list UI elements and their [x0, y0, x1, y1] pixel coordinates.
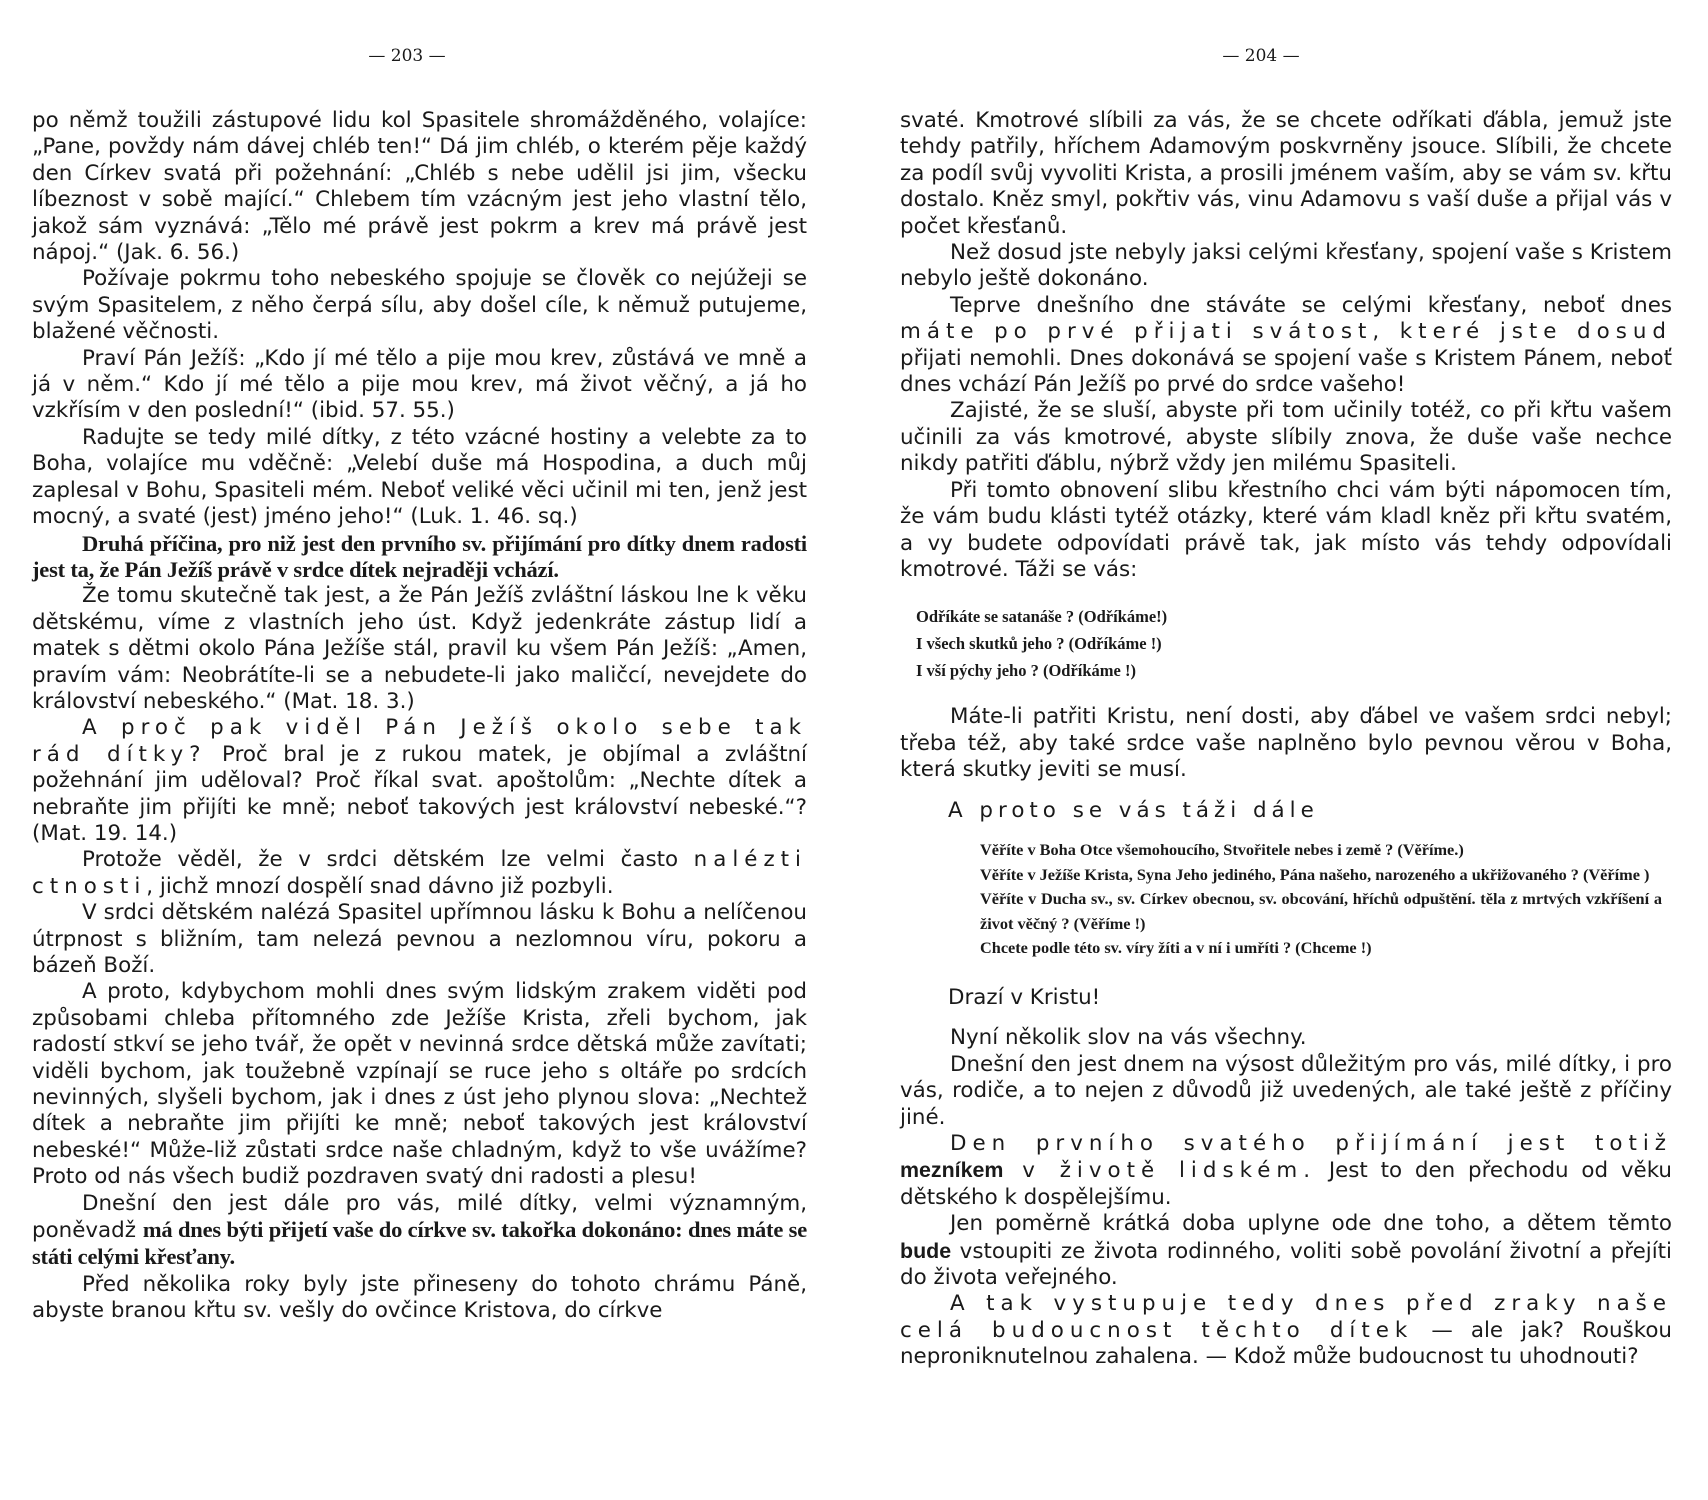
bold-paragraph: Druhá příčina, pro niž jest den prvního sv. přijímání pro dítky dnem radosti jest ta, že Pán Ježíš právě v srdce dítek nejraději vchází.	[32, 530, 807, 582]
bold-text: bude	[900, 1238, 952, 1263]
question-item: Věříte v Boha Otce všemohoucího, Stvořitele nebes i země ? (Věříme.)	[980, 839, 1464, 859]
spaced-text: Den prvního svatého přijímání jest totiž	[950, 1130, 1672, 1156]
spaced-text: A proč pak viděl Pán Ježíš okolo sebe tak rád dítky?	[32, 715, 807, 767]
question-item: Odříkáte se satanáše ? (Odříkáme!)	[916, 607, 1168, 627]
question-list	[900, 603, 1672, 684]
question-item: Věříte v Ježíše Krista, Syna Jeho jediného, Pána našeho, narozeného a ukřižovaného ? (Věříme )	[980, 864, 1650, 884]
text: vstoupiti ze života rodinného, voliti sobě povolání životní a přejíti do života veřejného.	[900, 1238, 1672, 1290]
question-item: I vší pýchy jeho ? (Odříkáme !)	[916, 661, 1136, 681]
paragraph	[900, 293, 1672, 399]
text: Proč bral je z rukou matek, je objímal a zvláštní požehnání jim uděloval? Proč říkal svat. apoštolům: „Nechte dítek a nebraňte jim přijíti ke mně; neboť takových jest království nebeské.“? (Mat. 19. 14.)	[32, 741, 807, 846]
bold-text: má dnes býti přijetí vaše do církve sv. takořka dokonáno: dnes máte se státi celými křesťany.	[32, 1217, 807, 1270]
text: přijati nemohli. Dnes dokonává se spojení vaše s Kristem Pánem, neboť dnes vchází Pán Ježíš po prvé do srdce vašeho!	[900, 345, 1672, 398]
paragraph: V srdci dětském nalézá Spasitel upřímnou lásku k Bohu a nelíčenou útrpnost s bližním, tam nelezá pevnou a nezlomnou víru, pokoru a bázeň Boží.	[32, 900, 807, 978]
question-item: Věříte v Ducha sv., sv. Církev obecnou, sv. obcování, hříchů odpuštění. těla z mrtvých vzkříšení a život věčný ? (Věříme !)	[980, 889, 1662, 933]
spaced-text: máte po prvé přijati svátost, které jste dosud	[900, 319, 1672, 345]
text: , jichž mnozí dospělí snad dávno již pozbyli.	[146, 873, 614, 899]
text: Jen poměrně krátká doba uplyne ode dne toho, a dětem těmto	[950, 1211, 1672, 1237]
paragraph: po němž toužili zástupové lidu kol Spasitele shromážděného, volajíce: „Pane, povždy nám dávej chléb ten!“ Dá jim chléb, o kterém pěje každý den Církev svatá při požehnání: „Chléb s nebe udělil jsi jim, všecku líbeznost v sobě mající.“ Chlebem tím vzácným jest jeho vlastní tělo, jakož sám vyznává: „Tělo mé právě jest pokrm a krev má právě jest nápoj.“ (Jak. 6. 56.)	[32, 108, 807, 266]
paragraph	[900, 1291, 1672, 1370]
page-number: — 204 —	[1222, 46, 1300, 66]
question-item: I všech skutků jeho ? (Odříkáme !)	[916, 634, 1162, 654]
section-heading: A proto se vás táži dále	[948, 797, 1319, 823]
paragraph: svaté. Kmotrové slíbili za vás, že se chcete odříkati ďábla, jemuž jste tehdy patřily, hříchem Adamovým poskvrněny jsouce. Slíbili, že chcete za podíl svůj vyvoliti Krista, a prosili jménem vaším, aby se vám sv. křtu dostalo. Kněz smyl, pokřtiv vás, vinu Adamovu s vaší duše a přijal vás v počet křesťanů.	[900, 108, 1672, 239]
paragraph: Dnešní den jest dnem na výsost důležitým pro vás, milé dítky, i pro vás, rodiče, a to nejen z důvodů již uvedených, ale také ještě z příčiny jiné.	[900, 1051, 1672, 1130]
paragraph: Než dosud jste nebyly jaksi celými křesťany, spojení vaše s Kristem nebylo ještě dokonáno.	[900, 240, 1672, 292]
salutation: Drazí v Kristu!	[948, 984, 1101, 1010]
paragraph: Před několika roky byly jste přineseny do tohoto chrámu Páně, abyste branou křtu sv. vešly do ovčince Kristova, do církve	[32, 1271, 807, 1324]
paragraph: Při tomto obnovení slibu křestního chci vám býti nápomocen tím, že vám budu klásti tytéž otázky, které vám kladl kněz při křtu svatém, a vy budete odpovídati právě tak, jak místo vás tehdy odpovídali kmotrové. Táži se vás:	[900, 477, 1672, 582]
paragraph: Že tomu skutečně tak jest, a že Pán Ježíš zvláštní láskou lne k věku dětskému, víme z vlastních jeho úst. Když jedenkráte zástup lidí a matek s dětmi okolo Pána Ježíše stál, pravil ku všem Pán Ježíš: „Amen, pravím vám: Neobrátíte-li se a nebudete-li jako maličcí, nevejdete do království nebeského.“ (Mat. 18. 3.)	[32, 583, 807, 714]
paragraph	[32, 715, 807, 847]
text-column	[900, 108, 1672, 1371]
text-column	[32, 108, 807, 1325]
right-page	[854, 0, 1708, 1500]
text: Dnešní den jest dále pro vás, milé dítky, velmi významným, poněvadž	[32, 1190, 807, 1244]
bold-text: mezníkem	[900, 1158, 1004, 1183]
spaced-text: nalézti ctnosti	[32, 847, 807, 899]
question-item: Chcete podle této sv. víry žíti a v ní i umříti ? (Chceme !)	[980, 938, 1372, 958]
paragraph: Praví Pán Ježíš: „Kdo jí mé tělo a pije mou krev, zůstává ve mně a já v něm.“ Kdo jí mé tělo a pije mou krev, má život věčný, a já ho vzkřísím v den poslední!“ (ibid. 57. 55.)	[32, 345, 807, 424]
spacer	[900, 1011, 1672, 1025]
paragraph: Máte-li patřiti Kristu, není dosti, aby ďábel ve vašem srdci nebyl; třeba též, aby také srdce vaše naplněno bylo pevnou věrou v Boha, která skutky jeviti se musí.	[900, 704, 1672, 783]
text: Teprve dnešního dne stáváte se celými křesťany, neboť dnes	[950, 292, 1672, 318]
page-number: — 203 —	[368, 46, 446, 66]
paragraph: Nyní několik slov na vás všechny.	[950, 1025, 1307, 1051]
spacer	[900, 784, 1672, 798]
text: Jest to den přechodu od věku dětského k dospělejšímu.	[900, 1158, 1672, 1210]
text: Protože věděl, že v srdci dětském lze velmi často	[82, 847, 694, 873]
question-list	[900, 838, 1672, 961]
paragraph: Požívaje pokrmu toho nebeského spojuje se člověk co nejúžeji se svým Spasitelem, z něho čerpá sílu, aby došel cíle, k němuž putujeme, blažené věčnosti.	[32, 266, 807, 345]
paragraph: Radujte se tedy milé dítky, z této vzácné hostiny a velebte za to Boha, volajíce mu vděčně: „Velebí duše má Hospodina, a duch můj zaplesal v Bohu, Spasiteli mém. Neboť veliké věci učinil mi ten, jenž jest mocný, a svaté (jest) jméno jeho!“ (Luk. 1. 46. sq.)	[32, 424, 807, 530]
spaced-text: A tak vystupuje tedy dnes před zraky naše celá budoucnost těchto dítek	[900, 1291, 1672, 1343]
spacer	[900, 824, 1672, 838]
spacer	[900, 961, 1672, 985]
paragraph	[32, 847, 807, 900]
spacer	[900, 684, 1672, 704]
paragraph	[900, 1211, 1672, 1291]
spacer	[900, 583, 1672, 603]
paragraph	[32, 1191, 807, 1272]
spaced-text: v životě lidském.	[1003, 1158, 1317, 1184]
text: — ale jak? Rouškou neproniknutelnou zahalena. — Kdož může budoucnost tu uhodnouti?	[900, 1317, 1672, 1370]
paragraph	[900, 1131, 1672, 1211]
paragraph: Zajisté, že se sluší, abyste při tom učinily totéž, co při křtu vašem učinili za vás kmotrové, abyste slíbily znova, že duše vaše nechce nikdy patřiti ďáblu, nýbrž vždy jen milému Spasiteli.	[900, 398, 1672, 477]
paragraph: A proto, kdybychom mohli dnes svým lidským zrakem viděti pod způsobami chleba přítomného zde Ježíše Krista, zřeli bychom, jak radostí stkví se jeho tvář, že opět v nevinná srdce dětská může zavítati; viděli bychom, jak toužebně vzpínají se ruce jeho s oltáře po srdcích nevinných, slyšeli bychom, jak i dnes z úst jeho plynou slova: „Nechtež dítek a nebraňte jim přijíti ke mně; neboť takových jest království nebeské!“ Může-liž zůstati srdce naše chladným, když to vše uvážíme? Proto od nás všech budiž pozdraven svatý dni radosti a plesu!	[32, 979, 807, 1190]
